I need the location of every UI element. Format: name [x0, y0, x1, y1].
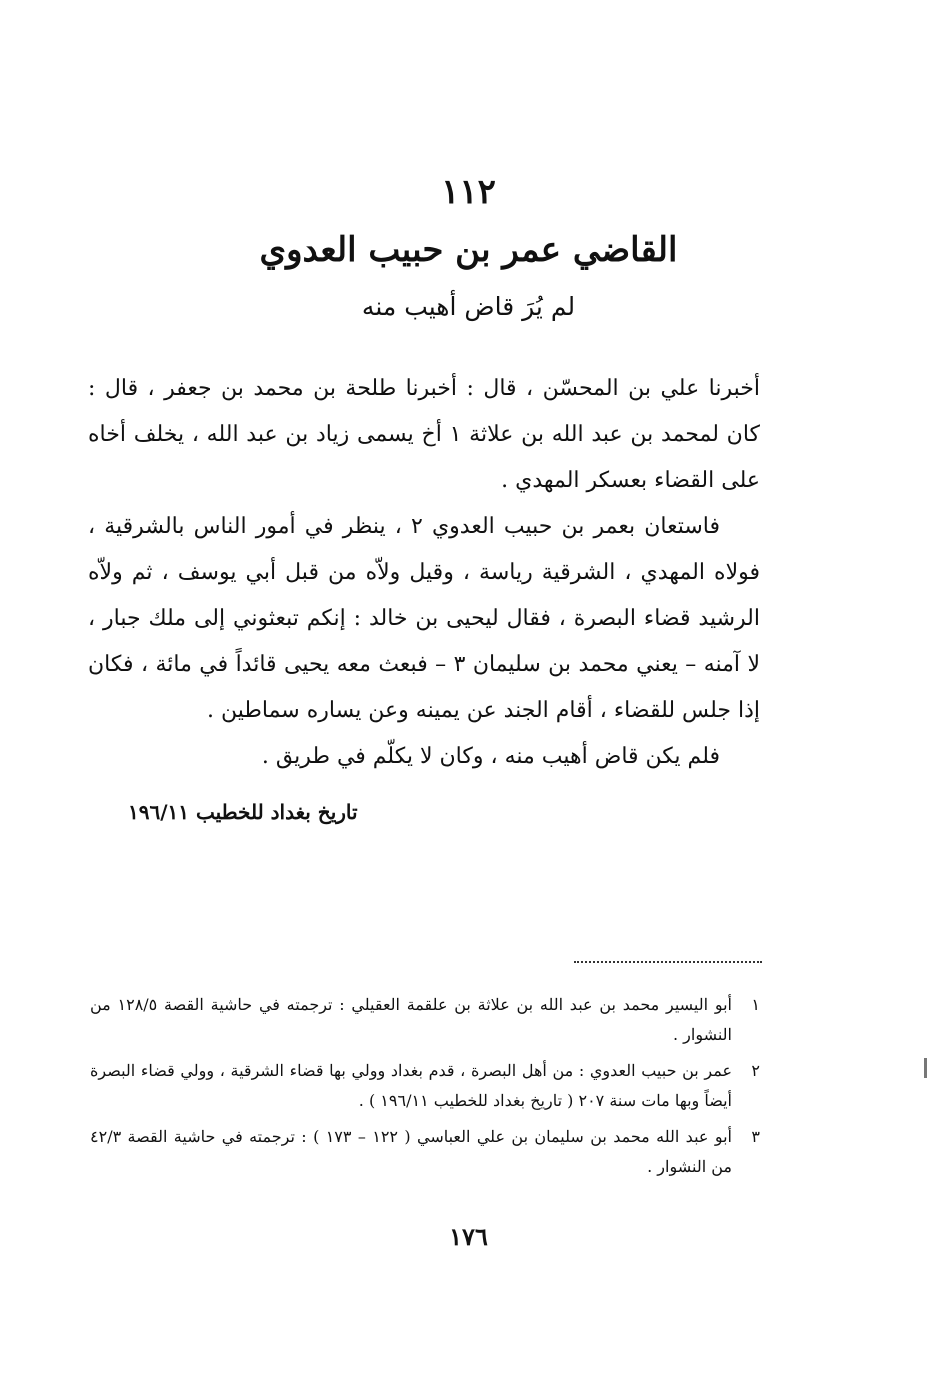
footnote-number: ٢: [751, 1061, 760, 1080]
story-subtitle: لم يُرَ قاض أهيب منه: [361, 292, 576, 321]
footnote-divider: [574, 961, 762, 963]
footnote-item: [90, 1122, 760, 1182]
footnote-text: عمر بن حبيب العدوي : من أهل البصرة ، قدم بغداد وولي بها قضاء الشرقية ، وولي قضاء البصرة أيضاً وبها مات سنة ٢٠٧ ( تاريخ بغداد للخطيب ١٩٦/١١ ) .: [90, 1061, 732, 1110]
story-body: [88, 366, 760, 780]
body-paragraph: فاستعان بعمر بن حبيب العدوي ٢ ، ينظر في أمور الناس بالشرقية ، فولاه المهدي ، الشرقية رياسة ، وقيل ولاّه من قبل أبي يوسف ، ثم ولاّه الرشيد قضاء البصرة ، فقال ليحيى بن خالد : إنكم تبعثوني إلى ملك جبار ، لا آمنه – يعني محمد بن سليمان ٣ – فبعث معه يحيى قائداً في مائة ، فكان إذا جلس للقضاء ، أقام الجند عن يمينه وعن يساره سماطين .: [88, 514, 760, 723]
footnotes: [90, 990, 760, 1188]
source-reference: تاريخ بغداد للخطيب ١٩٦/١١: [128, 800, 358, 824]
scan-edge-mark: [924, 1058, 927, 1078]
footnote-item: [90, 990, 760, 1050]
footnote-number: ١: [751, 995, 760, 1014]
footnote-item: [90, 1056, 760, 1116]
body-paragraph: فلم يكن قاض أهيب منه ، وكان لا يكلّم في طريق .: [261, 744, 720, 769]
footnote-number: ٣: [751, 1127, 760, 1146]
page-number: ١٧٦: [449, 1222, 488, 1251]
story-number: ١١٢: [441, 172, 496, 212]
footnote-text: أبو عبد الله محمد بن سليمان بن علي العباسي ( ١٢٢ – ١٧٣ ) : ترجمته في حاشية القصة ٤٢/٣ من النشوار .: [90, 1127, 732, 1176]
body-paragraph: أخبرنا علي بن المحسّن ، قال : أخبرنا طلحة بن محمد بن جعفر ، قال : كان لمحمد بن عبد الله بن علاثة ١ أخ يسمى زياد بن عبد الله ، يخلف أخاه على القضاء بعسكر المهدي .: [88, 376, 760, 493]
footnote-text: أبو اليسير محمد بن عبد الله بن علاثة بن علقمة العقيلي : ترجمته في حاشية القصة ١٢٨/٥ من النشوار .: [90, 995, 732, 1044]
story-title: القاضي عمر بن حبيب العدوي: [259, 230, 678, 270]
